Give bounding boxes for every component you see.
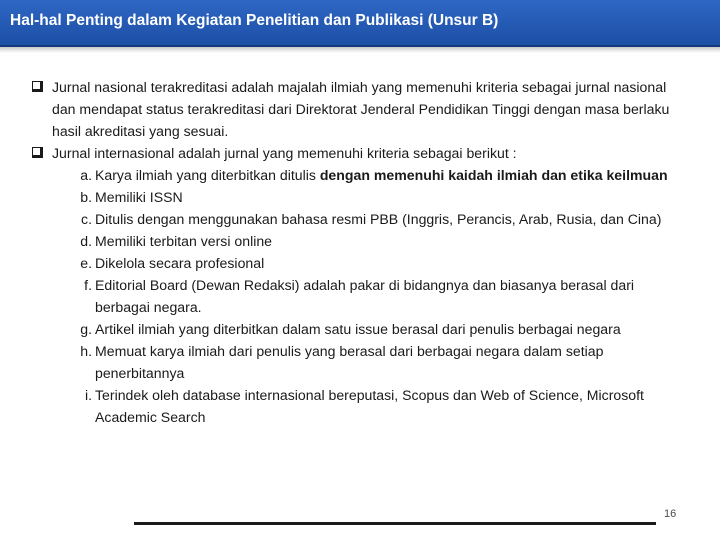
list-item-text: Memuat karya ilmiah dari penulis yang berasal dari berbagai negara dalam setiap penerbitannya (95, 343, 604, 381)
bullet-text: Jurnal internasional adalah jurnal yang memenuhi kriteria sebagai berikut : (52, 145, 517, 161)
checkbox-bullet-icon (32, 147, 43, 158)
list-item-text: Ditulis dengan menggunakan bahasa resmi PBB (Inggris, Perancis, Arab, Rusia, dan Cina) (95, 211, 662, 227)
list-item (74, 164, 692, 186)
title-shadow (0, 47, 720, 53)
bullet-item-jurnal-nasional (32, 76, 692, 142)
list-item-text: Terindek oleh database internasional bereputasi, Scopus dan Web of Science, Microsoft Academic Search (95, 387, 644, 425)
list-item-text: Editorial Board (Dewan Redaksi) adalah pakar di bidangnya dan biasanya berasal dari berbagai negara. (95, 277, 635, 315)
list-item (74, 340, 692, 384)
list-item (74, 186, 692, 208)
list-marker: f. (84, 277, 92, 293)
list-item (74, 230, 692, 252)
list-item-text: Memiliki terbitan versi online (95, 233, 273, 249)
list-item (74, 384, 692, 428)
list-marker: b. (80, 189, 92, 205)
list-marker: d. (80, 233, 92, 249)
list-item-bold-text: dengan memenuhi kaidah ilmiah dan etika keilmuan (319, 167, 668, 183)
slide-content (32, 76, 692, 428)
criteria-list (74, 164, 692, 428)
checkbox-bullet-icon (32, 81, 43, 92)
list-marker: i. (84, 387, 92, 403)
list-marker: e. (80, 255, 92, 271)
list-item (74, 318, 692, 340)
list-item-text: Karya ilmiah yang diterbitkan ditulis (95, 167, 320, 183)
footer-divider (134, 522, 656, 525)
list-item (74, 208, 692, 230)
list-marker: c. (81, 211, 92, 227)
list-item-text: Dikelola secara profesional (95, 255, 265, 271)
list-item-text: Artikel ilmiah yang diterbitkan dalam satu issue berasal dari penulis berbagai negara (95, 321, 621, 337)
bullet-item-jurnal-internasional (32, 142, 692, 164)
list-item-text: Memiliki ISSN (95, 189, 183, 205)
list-marker: g. (80, 321, 92, 337)
list-marker: a. (80, 167, 92, 183)
title-bar (0, 0, 720, 47)
list-marker: h. (80, 343, 92, 359)
page-number: 16 (664, 508, 677, 520)
bullet-text: Jurnal nasional terakreditasi adalah majalah ilmiah yang memenuhi kriteria sebagai jurnal nasional dan mendapat status terakreditasi dari Direktorat Jenderal Pendidikan Tinggi dengan masa berlaku hasil akreditasi yang sesuai. (52, 79, 670, 139)
list-item (74, 274, 692, 318)
list-item (74, 252, 692, 274)
slide-title: Hal-hal Penting dalam Kegiatan Penelitian dan Publikasi (Unsur B) (10, 12, 499, 29)
